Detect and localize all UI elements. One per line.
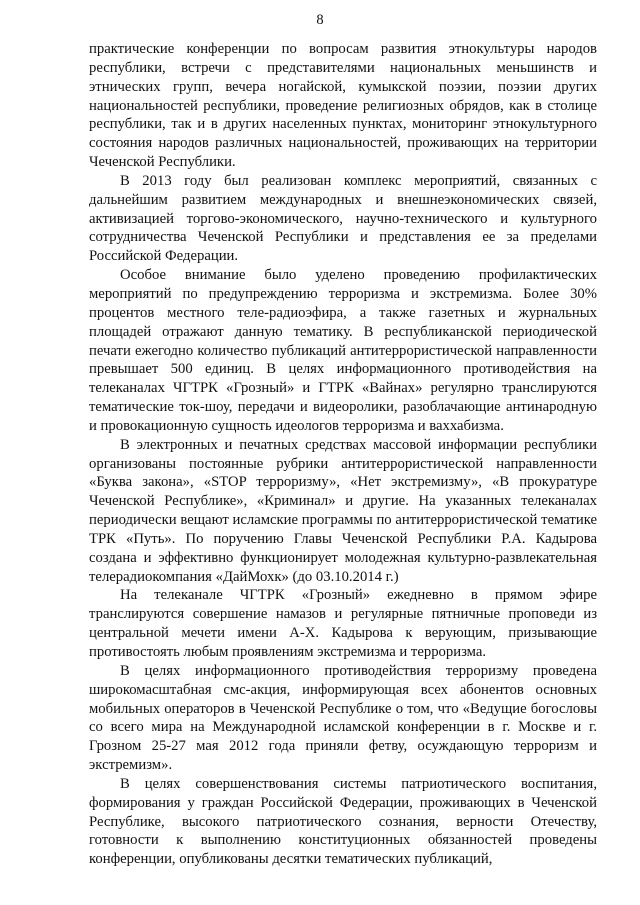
paragraph-international-relations: В 2013 году был реализован комплекс мероприятий, связанных с дальнейшим развитием международных и внешнеэкономических связей, активизацией торгово-экономического, научно-технического и культурного сотрудничества Чеченской Республики и представления ее за пределами Российской Федерации. bbox=[89, 172, 597, 265]
page-number: 8 bbox=[316, 12, 324, 28]
paragraph-terrorism-prevention: Особое внимание было уделено проведению профилактических мероприятий по предупреждению терроризма и экстремизма. Более 30% процентов местного теле-радиоэфира, а также газетных и журнальных площадей отражают данную тематику. В республиканской периодической печати ежегодно количество публикаций антитеррористической направленности превышает 500 единиц. В целях информационного противодействия на телеканалах ЧГТРК «Грозный» и ГТРК «Вайнах» регулярно транслируются тематические ток-шоу, передачи и видеоролики, разоблачающие антинародную и провокационную сущность идеологов терроризма и ваххабизма. bbox=[89, 267, 597, 434]
paragraph-continuation: практические конференции по вопросам развития этнокультуры народов республики, встречи с представителями национальных меньшинств и этнических групп, вечера ногайской, кумыкской поэзии, поэзии других национальностей республики, проведение религиозных обрядов, как в столице республики, так и в других населенных пунктах, мониторинг этнокультурного состояния народов различных национальностей, проживающих на территории Чеченской Республики. bbox=[89, 41, 597, 171]
paragraph-patriotic-education: В целях совершенствования системы патриотического воспитания, формирования у граждан Российской Федерации, проживающих в Чеченской Республике, высокого патриотического сознания, верности Отечеству, готовности к выполнению конституционных обязанностей проведены конференции, опубликованы десятки тематических публикаций, bbox=[89, 775, 597, 868]
document-body bbox=[89, 40, 597, 869]
paragraph-broadcast-prayers: На телеканале ЧГТРК «Грозный» ежедневно в прямом эфире транслируются совершение намазов и регулярные пятничные проповеди из центральной мечети имени А-Х. Кадырова к верующим, призывающие противостоять любым проявлениям экстремизма и терроризма. bbox=[89, 587, 597, 660]
paragraph-media-rubrics: В электронных и печатных средствах массовой информации республики организованы постоянные рубрики антитеррористической направленности «Буква закона», «STOP терроризму», «Нет экстремизму», «В прокуратуре Чеченской Республике», «Криминал» и другие. На указанных телеканалах периодически вещают исламские программы по антитеррористической тематике ТРК «Путь». По поручению Главы Чеченской Республики Р.А. Кадырова создана и эффективно функционирует молодежная культурно-развлекательная телерадиокомпания «ДайМохк» (до 03.10.2014 г.) bbox=[89, 436, 597, 585]
paragraph-sms-campaign: В целях информационного противодействия терроризму проведена широкомасштабная смс-акция, информирующая всех абонентов основных мобильных операторов в Чеченской Республике о том, что «Ведущие богословы со всего мира на Международной исламской конференции в г. Москве и г. Грозном 25-27 мая 2012 года приняли фетву, осуждающую терроризм и экстремизм». bbox=[89, 662, 597, 774]
